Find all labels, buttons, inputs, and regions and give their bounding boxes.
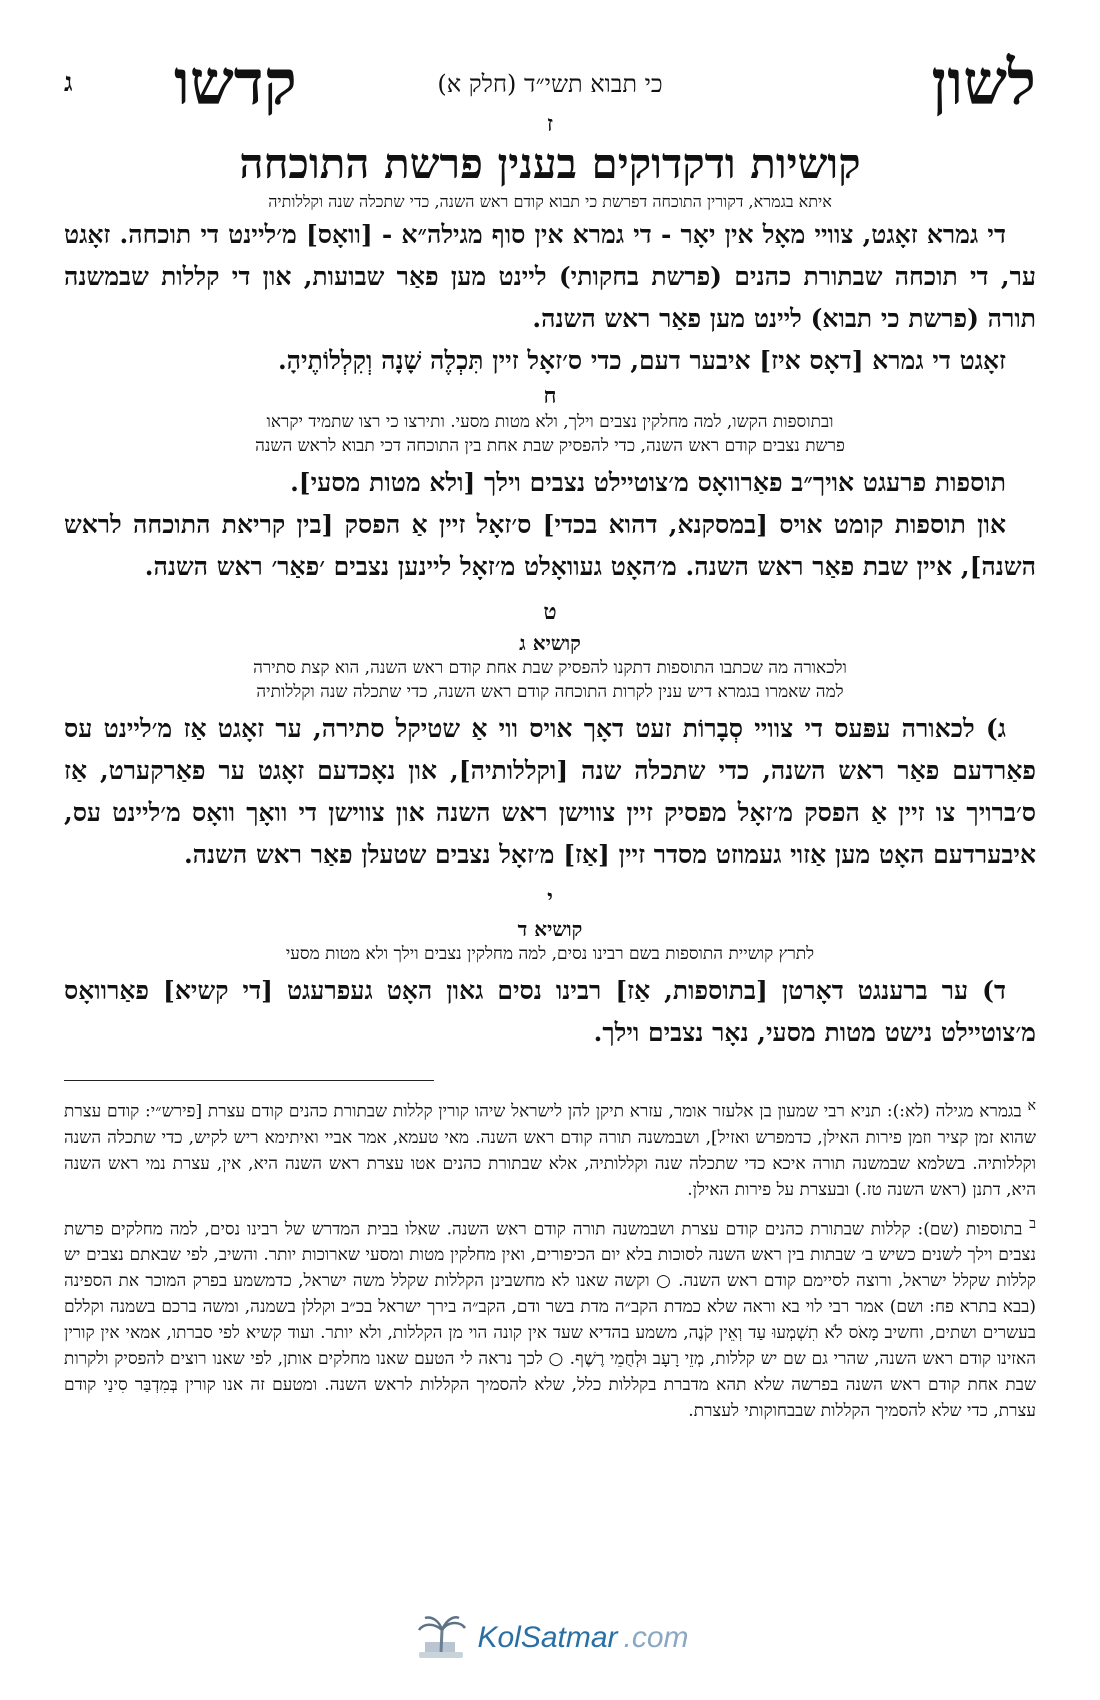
section-letter-z: ז xyxy=(546,111,554,137)
section-note: פרשת נצבים קודם ראש השנה, כדי להפסיק שבת אחת בין התוכחה דכי תבוא לראש השנה xyxy=(255,436,845,456)
site-logo xyxy=(0,1614,1100,1662)
section-letter-y: י xyxy=(547,885,553,911)
section-note: ולכאורה מה שכתבו התוספות דתקנו להפסיק שבת אחת קודם ראש השנה, הוא קצת סתירה xyxy=(253,658,847,678)
section-letter-ch: ח xyxy=(543,383,557,409)
section-title: קושיות ודקדוקים בענין פרשת התוכחה xyxy=(239,139,861,188)
logo-brand: KolSatmar xyxy=(477,1621,618,1654)
footnote-separator xyxy=(64,1080,434,1081)
masthead-left: קדשו xyxy=(174,46,297,119)
paragraph: ג) לכאורה עפּעס די צוויי סְבָרוֹת זעט דאָך אויס ווי אַ שטיקל סתירה, ער זאָגט אַז מ׳ליינט עס פאַרדעם פאַר ראש השנה, כדי שתכלה שנה [וקללותיה], און נאָכדעם זאָגט ער פאַרקערט, אַז ס׳ברויך צו זיין אַ הפסק מ׳זאָל מפסיק זיין צווישן ראש השנה און צווישן די וואָך וואָס מ׳ליינט עס, איבערדעם האָט מען אַזוי געמוזט מסדר זיין [אַז] מ׳זאָל נצבים שטעלן פאַר ראש השנה. xyxy=(64,714,1036,869)
footnote-a xyxy=(64,1093,1036,1203)
section-note: לתרץ קושיית התוספות בשם רבינו נסים, למה מחלקין נצבים וילך ולא מטות מסעי xyxy=(285,944,815,964)
section-letter-t: ט xyxy=(543,599,557,625)
parsha-title: כי תבוא תשי״ד (חלק א) xyxy=(437,70,663,98)
paragraph: זאָגט די גמרא [דאָס איז] איבער דעם, כדי ס׳זאָל זיין תִּכְלֶה שָׁנָה וְקִלְלוֹתֶיהָ. xyxy=(277,346,1006,375)
paragraph: תוספות פרעגט אויך״ב פאַרוואָס מ׳צוטיילט נצבים וילך [ולא מטות מסעי]. xyxy=(290,468,1006,497)
section-note: למה שאמרו בגמרא דיש ענין לקרות התוכחה קודם ראש השנה, כדי שתכלה שנה וקללותיה xyxy=(256,682,844,702)
section-note: איתא בגמרא, דקורין התוכחה דפרשת כי תבוא קודם ראש השנה, כדי שתכלה שנה וקללותיה xyxy=(268,192,832,211)
page-header xyxy=(64,40,1036,119)
footnote-marker: א xyxy=(1027,1098,1036,1114)
logo-tld: .com xyxy=(623,1621,689,1654)
section-note: ובתוספות הקשו, למה מחלקין נצבים וילך, ולא מטות מסעי. ותירצו כי רצו שתמיד יקראו xyxy=(266,412,834,432)
footnote-text: בגמרא מגילה (לא:): תניא רבי שמעון בן אלעזר אומר, עזרא תיקן להן לישראל שיהו קורין קללות שבתורת כהנים קודם עצרת [פירש״י: קודם עצרת שהוא זמן קציר וזמן פירות האילן, כדמפרש ואזיל], ושבמשנה תורה קודם ראש השנה. מאי טעמא, אמר אביי ואיתימא ריש לקיש, כדי שתכלה השנה וקללותיה. בשלמא שבמשנה תורה איכא כדי שתכלה שנה וקללותיה, אלא שבתורת כהנים אטו עצרת ראש השנה היא, אין, עצרת נמי ראש השנה היא, דתנן (ראש השנה טז.) ובעצרת על פירות האילן. xyxy=(64,1101,1036,1200)
paragraph: און תוספות קומט אויס [במסקנא, דהוא בכדי] ס׳זאָל זיין אַ הפסק [בין קריאת התוכחה לראש השנה], איין שבת פאַר ראש השנה. מ׳האָט געוואָלט מ׳זאָל ליינען נצבים ׳פאַר׳ ראש השנה. xyxy=(64,510,1036,581)
palm-tree-icon xyxy=(411,1614,471,1662)
section-subtitle: קושיא ג xyxy=(519,631,581,655)
footnote-text: בתוספות (שם): קללות שבתורת כהנים קודם עצרת ושבמשנה תורה קודם ראש השנה. שאלו בבית המדרש של רבינו נסים, למה מחלקים פרשת נצבים וילך לשנים כשיש ב׳ שבתות בין ראש השנה לסוכות בלא יום הכיפורים, ואין מחלקין מטות ומסעי שארוכות יותר. והשיב, לפי שבאתם נצבים יש קללות שקלל ישראל, ורוצה לסיימם קודם ראש השנה. ○ וקשה שאנו לא מחשבינן הקללות שקלל משה ישראל, כדמשמע בפרק המוכר את הספינה (בבא בתרא פח: ושם) אמר רבי לוי בא וראה שלא כמדת הקב״ה מדת בשר ודם, הקב״ה בירך ישראל בכ״ב וקללן בשמנה, ומשה ברכם בשמנה וקללם בעשרים ושתים, וחשיב מָאֹס לֹא תִשְׁמְעוּ עַד וְאֵין קֹנֶה, משמע בהדיא שעד אין קונה הוי מן הקללות, ולא יותר. ועוד קשיא לפי סברתו, אמאי אין קורין האזינו קודם ראש השנה, שהרי גם שם יש קללות, מְזֵי רָעָב וּלְחֻמֵי רֶשֶׁף. ○ לכך נראה לי הטעם שאנו מחלקים אותן, לפי שאנו רוצים להפסיק ולקרות שבת אחת קודם ראש השנה בפרשה שלא תהא מדברת בקללות כלל, שלא להסמיך הקללות לראש השנה. ומטעם זה אנו קורין בְּמִדְבַּר סִינַי קודם עצרת, כדי שלא להסמיך הקללות שבבחוקותי לעצרת. xyxy=(64,1219,1036,1422)
section-subtitle: קושיא ד xyxy=(517,917,583,941)
footnote-marker: ב xyxy=(1029,1215,1037,1232)
paragraph: ד) ער ברענגט דאָרטן [בתוספות, אַז] רבינו נסים גאון האָט געפרעגט [די קשיא] פאַרוואָס מ׳צוטיילט נישט מטות מסעי, נאָר נצבים וילך. xyxy=(64,976,1036,1047)
footnote-b xyxy=(64,1211,1036,1425)
paragraph: די גמרא זאָגט, צוויי מאָל אין יאָר - די גמרא אין סוף מגילה״א - [וואָס] מ׳ליינט די תוכחה. זאָגט ער, די תוכחה שבתורת כהנים (פרשת בחקותי) ליינט מען פאַר שבועות, און די קללות שבמשנה תורה (פרשת כי תבוא) ליינט מען פאַר ראש השנה. xyxy=(64,220,1036,333)
page-number: ג xyxy=(64,68,73,98)
masthead-right: לשון xyxy=(931,46,1036,119)
